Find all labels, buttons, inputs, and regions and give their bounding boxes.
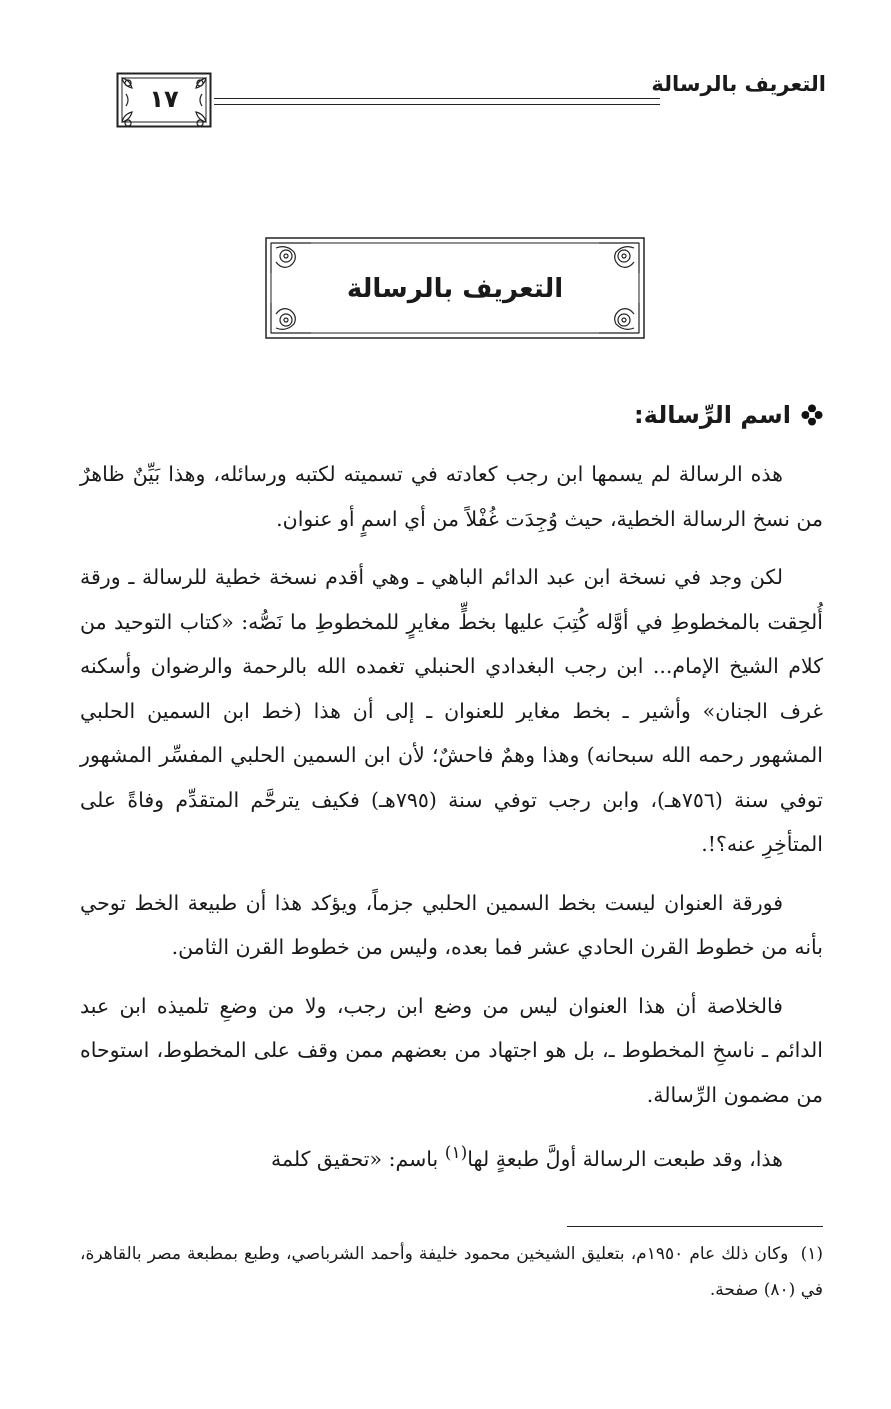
paragraph: فالخلاصة أن هذا العنوان ليس من وضع ابن رجب، ولا من وضعِ تلميذه ابن عبد الدائم ـ ناسخِ المخطوط ـ، بل هو اجتهاد من بعضهم ممن وقف على المخطوط، استوحاه من مضمون الرِّسالة. — [80, 993, 823, 1107]
footnote-number: (١) — [800, 1244, 823, 1264]
chapter-title-frame — [264, 236, 646, 340]
running-header — [88, 62, 826, 128]
paragraph-text: هذا، وقد طبعت الرسالة أولَّ طبعةٍ لها — [467, 1146, 783, 1171]
page-number: ١٧ — [149, 85, 179, 113]
footnote-separator — [567, 1226, 823, 1227]
flower-bullet-icon — [801, 404, 823, 426]
paragraph: لكن وجد في نسخة ابن عبد الدائم الباهي ـ وهي أقدم نسخة خطية للرسالة ـ ورقة أُلحِقت بالمخطوطِ في أوَّله كُتِبَ عليها بخطٍّ مغايرٍ للمخطوطِ ما نَصُّه: «كتاب التوحيد من كلام الشيخ الإمام... ابن رجب البغدادي الحنبلي تغمده الله بالرحمة والرضوان وأسكنه غرف الجنان» وأشير ـ بخط مغاير للعنوان ـ إلى أن هذا (خط ابن السمين الحلبي المشهور رحمه الله سبحانه) وهذا وهمٌ فاحشٌ؛ لأن ابن السمين الحلبي المفسِّر المشهور توفي سنة (٧٥٦هـ)، وابن رجب توفي سنة (٧٩٥هـ) فكيف يترحَّم المتقدِّم وفاةً على المتأخِرِ عنه؟!. — [80, 565, 823, 856]
running-title: التعريف بالرسالة — [651, 72, 826, 96]
footnote-reference: (١) — [444, 1143, 468, 1163]
paragraph: فورقة العنوان ليست بخط السمين الحلبي جزماً، ويؤكد هذا أن طبيعة الخط توحي بأنه من خطوط القرن الحادي عشر فما بعده، وليس من خطوط القرن الثامن. — [80, 890, 823, 959]
footnote-text: وكان ذلك عام ١٩٥٠م، بتعليق الشيخين محمود خليفة وأحمد الشرباصي، وطبع بمطبعة مصر بالقاهرة، في (٨٠) صفحة. — [80, 1244, 823, 1300]
paragraph-last — [80, 1131, 823, 1181]
footnote — [80, 1236, 823, 1308]
paragraph-text-continued: باسم: «تحقيق كلمة — [271, 1146, 445, 1171]
section-heading — [634, 398, 823, 432]
chapter-title: التعريف بالرسالة — [346, 274, 564, 304]
footnote-entry — [80, 1236, 823, 1308]
body-text — [80, 452, 823, 1195]
header-rule — [214, 98, 660, 105]
paragraph: هذه الرسالة لم يسمها ابن رجب كعادته في تسميته لكتبه ورسائله، وهذا بَيِّنٌ ظاهرٌ من نسخ الرسالة الخطية، حيث وُجِدَت غُفْلاً من أي اسمٍ أو عنوان. — [80, 462, 823, 531]
section-heading-text: اسم الرِّسالة: — [634, 401, 791, 429]
page-number-box — [116, 72, 212, 128]
